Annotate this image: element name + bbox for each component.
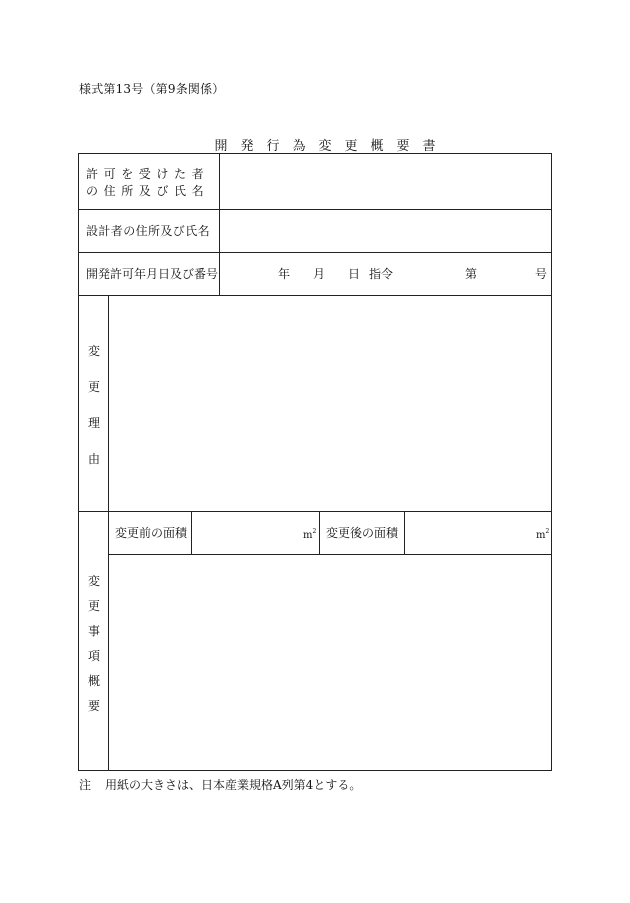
area-before-unit-base: m (303, 530, 313, 541)
area-after-label: 変更後の面積 (326, 526, 399, 540)
note-text: 用紙の大きさは、日本産業規格A列第4とする。 (105, 778, 362, 792)
note-mark: 注 (79, 778, 92, 792)
designer-input-area[interactable] (220, 210, 550, 252)
area-before-label: 変更前の面積 (115, 526, 188, 540)
reason-label-char: 理 (87, 416, 100, 430)
reason-input-area[interactable] (109, 296, 550, 510)
permit-month: 月 (313, 267, 326, 281)
area-before-input[interactable] (192, 512, 318, 554)
designer-label: 設計者の住所及び氏名 (86, 224, 211, 238)
area-before-unit (303, 528, 316, 541)
document-title (0, 135, 630, 154)
area-after-unit (536, 528, 549, 541)
footer-note (79, 776, 361, 793)
area-after-unit-base: m (536, 530, 546, 541)
document-title-text: 開 発 行 為 変 更 概 要 書 (214, 139, 436, 154)
application-form-table (78, 153, 552, 771)
reason-label-char: 由 (87, 452, 100, 466)
summary-label-char: 項 (87, 649, 100, 663)
summary-input-area[interactable] (109, 555, 550, 769)
permittee-input-area[interactable] (220, 154, 550, 209)
reason-label (86, 345, 102, 465)
reason-label-char: 変 (87, 344, 100, 358)
permittee-label-line2: の住所及び氏名 (86, 184, 210, 198)
form-number: 様式第13号（第9条関係） (79, 82, 225, 96)
summary-label-char: 変 (87, 574, 100, 588)
area-after-unit-exp: 2 (545, 528, 550, 535)
permit-day: 日 (348, 267, 361, 281)
summary-label-char: 事 (87, 624, 100, 638)
summary-label-char: 更 (87, 599, 100, 613)
permit-number-suffix: 号 (535, 267, 548, 281)
permit-label: 開発許可年月日及び番号 (86, 267, 219, 281)
permittee-label-line1: 許可を受けた者 (86, 167, 210, 181)
permit-directive: 指令 (369, 267, 394, 281)
area-after-label-divider (319, 511, 320, 554)
permit-year: 年 (278, 267, 291, 281)
area-after-input[interactable] (405, 512, 550, 554)
permit-number-prefix: 第 (465, 267, 478, 281)
summary-label-char: 要 (87, 699, 100, 713)
reason-label-char: 更 (87, 380, 100, 394)
summary-label (86, 575, 102, 712)
summary-label-char: 概 (87, 674, 100, 688)
row-divider-2 (79, 252, 551, 253)
area-before-unit-exp: 2 (312, 528, 317, 535)
